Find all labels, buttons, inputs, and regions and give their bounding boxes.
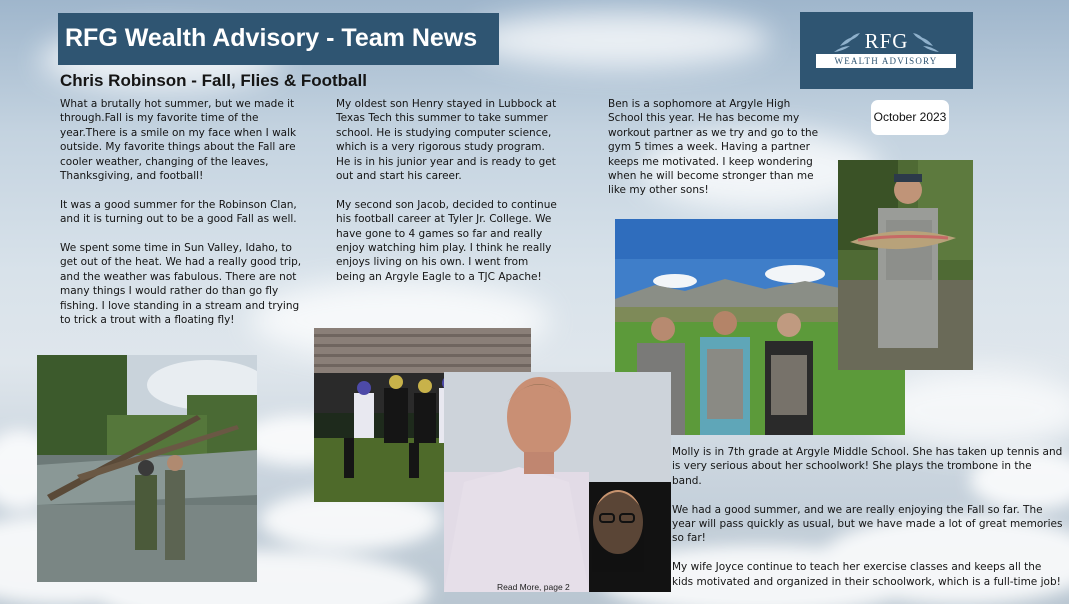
article-column-4: [672, 445, 1064, 603]
article-title: Chris Robinson - Fall, Flies & Football: [60, 71, 367, 90]
trout-catch-photo: [838, 160, 973, 370]
paragraph: Molly is in 7th grade at Argyle Middle School. She has taken up tennis and is very serious about her schoolwork! She plays the trombone in the band.: [672, 446, 1063, 487]
paragraph: My oldest son Henry stayed in Lubbock at Texas Tech this summer to take summer school. He is studying computer science, which is a very rigorous study program. He is in his junior year and is ready to get out and start his career.: [336, 98, 557, 183]
paragraph: My wife Joyce continue to teach her exercise classes and keeps all the kids motivated and organized in their schoolwork, which is a full-time job!: [672, 561, 1061, 588]
read-more-link[interactable]: Read More, page 2: [497, 582, 570, 592]
logo-tagline: WEALTH ADVISORY: [816, 54, 956, 68]
paragraph: We had a good summer, and we are really enjoying the Fall so far. The year will pass quickly as usual, but we have made a lot of great memories so far!: [672, 503, 1063, 545]
paragraph: What a brutally hot summer, but we made it through.Fall is my favorite time of the year.There is a smile on my face when I walk outside. My favorite things about the Fall are cooler weather, changing of the leaves, Thanksgiving, and football!: [60, 98, 297, 183]
paragraph: We spent some time in Sun Valley, Idaho, to get out of the heat. We had a really good trip, and the weather was fabulous. There are not many things I would rather do than go fly fishing. I love standing in a stream and trying to trick a trout with a floating fly!: [60, 242, 302, 327]
article-column-2: [336, 97, 558, 299]
logo-wordmark: RFG: [864, 29, 909, 53]
newsletter-title: RFG Wealth Advisory - Team News: [58, 13, 499, 65]
paragraph: My second son Jacob, decided to continue his football career at Tyler Jr. College. We have gone to 4 games so far and really enjoy watching him play. I think he really enjoys living on his own. I went from being an Argyle Eagle to a TJC Apache!: [336, 198, 557, 283]
paragraph: It was a good summer for the Robinson Clan, and it is turning out to be a good Fall as well.: [60, 198, 297, 226]
issue-date: October 2023: [871, 100, 949, 135]
river-fishing-photo: [37, 355, 257, 582]
article-column-1: [60, 97, 305, 342]
article-column-3: [608, 97, 821, 212]
paragraph: Ben is a sophomore at Argyle High School this year. He has become my workout partner as we try and go to the gym 5 times a week. Having a partner keeps me motivated. I keep wondering when he will become stronger than me like my other sons!: [608, 98, 819, 197]
portrait-photo: [444, 372, 671, 592]
company-logo: [800, 12, 973, 89]
